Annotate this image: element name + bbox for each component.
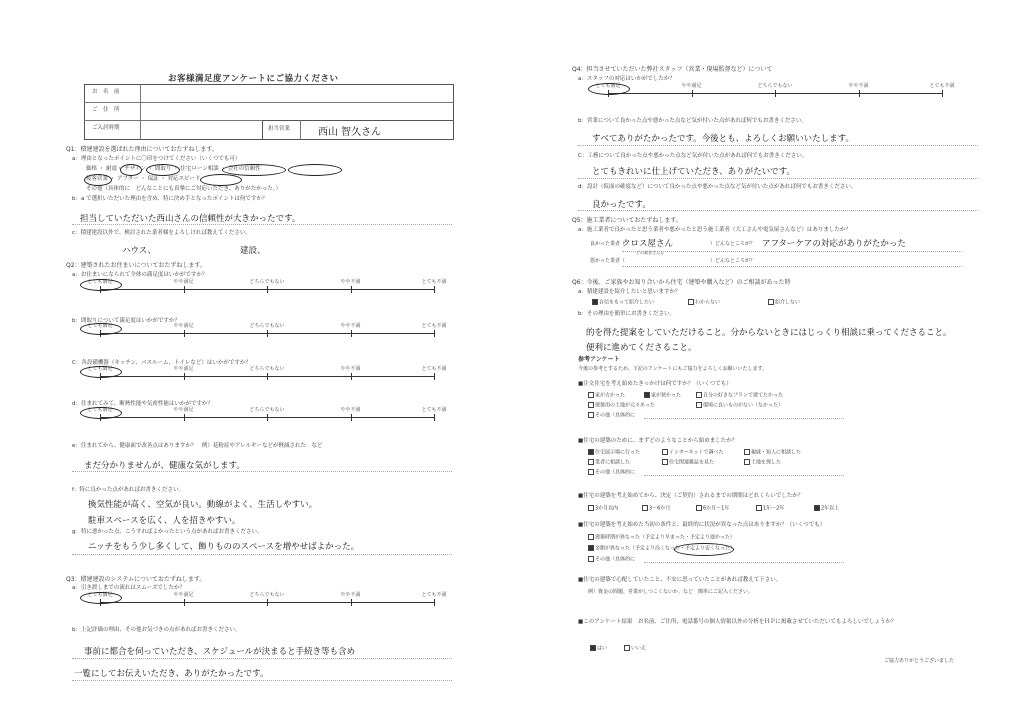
selected-circle (588, 83, 630, 95)
checkbox[interactable] (696, 505, 702, 511)
scale-label: やや不満 (340, 279, 361, 285)
scale-label: とても不満 (421, 366, 447, 372)
q2-e: e：住まれてから、健康面で改善点はありますか？ 例）花粉症やアレルギーなどが軽減された など (72, 443, 323, 449)
scale-label: とても不満 (421, 323, 447, 329)
scale-tick[interactable] (267, 599, 268, 606)
option-label: 家が狭かった (651, 392, 682, 399)
scale-label: どちらでもない (249, 323, 285, 329)
scale-tick[interactable] (267, 286, 268, 293)
checkbox[interactable] (744, 449, 750, 455)
q6-b-answer-1: 的を得た提案をしていただけること。分からないときにはじっくり相談に乗ってくださること。 (586, 328, 952, 338)
option-label: 3か月以内 (595, 505, 619, 512)
rating-scale-q2a (87, 279, 447, 294)
q5-heading: Q5：施工業者についておたずねします。 (572, 217, 682, 224)
scale-label: やや満足 (173, 407, 194, 413)
answer-line (578, 145, 978, 146)
ref-q1-opt4 (588, 402, 655, 410)
ref-q2-opt1 (588, 449, 640, 457)
option-label: その他（具体的に (595, 412, 636, 419)
option-label: はい (597, 645, 608, 652)
scale-label: やや満足 (173, 323, 194, 329)
answer-line (622, 266, 962, 267)
scale-label: とても満足 (87, 592, 113, 598)
selected-circle (146, 164, 180, 176)
checkbox-checked[interactable] (588, 545, 594, 551)
checkbox[interactable] (588, 412, 594, 418)
bad-reason-prefix: ）どんなところが？ (710, 258, 756, 264)
staff-label: 担当営業 (268, 126, 291, 132)
selected-circle (84, 174, 112, 186)
staff-name: 西山 智久さん (318, 127, 382, 138)
rating-scale-q4a (595, 83, 955, 98)
q4-b-answer: すべてありがたかったです。今後とも、よろしくお願いいたします。 (592, 134, 854, 144)
answer-line (578, 178, 978, 179)
selected-circle (80, 407, 122, 419)
good-vendor-label: 良かった業者（ (590, 241, 626, 247)
ref-q1-opt2 (644, 392, 681, 400)
option-label: 6か月〜1年 (703, 505, 730, 512)
ref-q1-opt1 (588, 392, 625, 400)
checkbox[interactable] (588, 556, 594, 562)
q1-c: c：積建建設以外で、検討された業者様をよろしければ教えてください。 (72, 230, 251, 236)
scale-label: やや不満 (340, 407, 361, 413)
q6-a: a：積建建設を紹介したいと思いますか？ (578, 289, 681, 295)
option-label: 建築用の土地が元々あった (595, 402, 655, 409)
q2-g-answer: ニッチをもう少し多くして、飾りもののスペースを増やせばよかった。 (88, 542, 360, 552)
q1-other: その他（具体的に どんなことにも真摯にご対応いただき、ありがたかった。） (86, 186, 282, 192)
scale-tick[interactable] (351, 599, 352, 606)
ref-q6-yes (590, 645, 607, 653)
answer-line (72, 224, 452, 225)
scale-tick[interactable] (942, 90, 943, 97)
checkbox[interactable] (642, 505, 648, 511)
q4-c: C：工務について良かった点や悪かった点など気が付いた点があれば何でもお書きください。 (578, 153, 808, 159)
survey-title: お客様満足度アンケートにご協力ください (168, 74, 339, 84)
q3-b-answer-2: 一覧にしてお伝えいただき、ありがたかったです。 (74, 669, 269, 679)
option-label: 自分の好きなプランで建てたかった (703, 392, 784, 399)
q1-a: a：理由となったポイントに〇印をつけてください（いくつでも可） (72, 156, 241, 162)
right-page (512, 0, 1024, 720)
selected-circle (80, 592, 122, 604)
ref-q3-opt1 (588, 505, 618, 513)
q6-b-answer-2: 便利に進めてくださること。 (586, 343, 697, 353)
scale-tick[interactable] (434, 330, 435, 337)
scale-tick[interactable] (859, 90, 860, 97)
answer-line (72, 471, 452, 472)
scale-label: やや不満 (340, 323, 361, 329)
scale-label: とても不満 (929, 83, 955, 89)
move-in-label: ご入居時期 (92, 125, 120, 131)
q2-e-answer: まだ分かりませんが、健康な気がします。 (84, 461, 245, 471)
scale-label: とても満足 (87, 366, 113, 372)
ref-q2-opt2 (662, 449, 724, 457)
ref-q2-opt5 (662, 459, 714, 467)
answer-line (578, 210, 978, 211)
selected-circle (288, 164, 342, 176)
good-vendor-note: どの業者さんも (636, 250, 664, 255)
scale-tick[interactable] (351, 373, 352, 380)
scale-label: とても満足 (595, 83, 621, 89)
checkbox-checked[interactable] (590, 645, 596, 651)
option-label: インターネットで調べた (669, 449, 724, 456)
scale-label: とても満足 (87, 407, 113, 413)
checkbox[interactable] (588, 469, 594, 475)
q2-g: g：特に悪かった点、こうすればよかったという点があればお書きください。 (72, 529, 263, 535)
checkbox[interactable] (744, 459, 750, 465)
option-label: 予定より早まった (645, 534, 686, 541)
selected-circle (80, 323, 122, 335)
scale-label: どちらでもない (249, 592, 285, 598)
good-vendor-name: クロス屋さん (622, 239, 674, 249)
scale-label: やや不満 (340, 592, 361, 598)
selected-circle (80, 366, 122, 378)
ref-q6: ■このアンケート結果 お名前、ご住所、電話番号の個人情報以外の分析をＨＰに掲載させていただいてもよろしいでしょうか？ (578, 619, 897, 625)
answer-line (644, 475, 844, 476)
scale-label: やや満足 (681, 83, 702, 89)
scale-tick[interactable] (267, 373, 268, 380)
q6-heading: Q6：今後、ご家族やお知り合いから住宅（建築や購入など）のご相談があった時 (572, 279, 791, 286)
scale-tick[interactable] (184, 599, 185, 606)
scale-label: とても不満 (421, 279, 447, 285)
checkbox[interactable] (588, 392, 594, 398)
scale-tick[interactable] (692, 90, 693, 97)
ref-q2: ■住宅の建築のために、まずどのようなことから始めましたか？ (578, 438, 738, 444)
option-label: 住宅展示場に行った (595, 449, 641, 456)
scale-label: とても不満 (421, 592, 447, 598)
scale-tick[interactable] (351, 286, 352, 293)
checkbox[interactable] (688, 299, 694, 305)
scale-label: どちらでもない (757, 83, 793, 89)
answer-line (72, 658, 452, 659)
option-label: 土地を探した (751, 459, 782, 466)
name-label: お 名 前 (92, 89, 120, 95)
scale-label: とても不満 (421, 407, 447, 413)
option-label: 建築時期が異なった（ (595, 534, 646, 541)
good-reason-prefix: ）どんなところが？ (710, 241, 756, 247)
scale-label: とても満足 (87, 279, 113, 285)
answer-line (644, 562, 844, 563)
q6-option-no (768, 299, 800, 307)
ref-q4-row3 (588, 556, 635, 564)
reference-intro: 今後の参考とするため、下記のアンケートにもご協力をよろしくお願いいたします。 (578, 366, 768, 372)
checkbox-checked[interactable] (592, 299, 598, 305)
option-label: 環境に良いものがない（なかった） (703, 402, 784, 409)
option-label: 3〜6か月 (649, 505, 671, 512)
q4-c-answer: とてもきれいに仕上げていただき、ありがたいです。 (592, 167, 795, 177)
ref-q4-row1 (588, 534, 735, 542)
q1-points-row1: 価格 ・ 耐震・ デザイン ・ 間取り ・ 住宅ローン相談 ・ 会社の信頼性 (86, 166, 261, 172)
checkbox[interactable] (588, 402, 594, 408)
q4-b: b：営業について良かった点や悪かった点など気が付いた点があれば何でもお書きください。 (578, 118, 807, 124)
option-label: ・予定より安くなった） (680, 545, 736, 552)
option-label: 自信をもって紹介したい (599, 299, 655, 306)
checkbox[interactable] (624, 645, 630, 651)
form-col-divider (140, 84, 141, 140)
q2-b: b：間取りについて満足度はいかがですか？ (72, 318, 180, 324)
option-label: いいえ (631, 645, 647, 652)
q2-a: a：お住まいになられて全体の満足度はいかがですか？ (72, 272, 208, 278)
scale-label: やや満足 (173, 366, 194, 372)
ref-q1-opt5 (696, 402, 783, 410)
scale-label: とても満足 (87, 323, 113, 329)
q3-a: a：引き渡しまでの流れはスムーズでしたか？ (72, 585, 185, 591)
bad-vendor-label: 悪かった業者（ (590, 258, 626, 264)
selected-circle (80, 279, 122, 291)
scale-tick[interactable] (351, 414, 352, 421)
address-label: ご 住 所 (92, 107, 120, 113)
ref-q1-opt3 (696, 392, 783, 400)
option-label: その他（具体的に (595, 469, 636, 476)
scale-tick[interactable] (434, 373, 435, 380)
scale-tick[interactable] (267, 330, 268, 337)
checkbox[interactable] (588, 505, 594, 511)
option-label: その他（具体的に (595, 556, 636, 563)
scale-tick[interactable] (434, 414, 435, 421)
selected-circle (120, 164, 142, 176)
scale-tick[interactable] (184, 414, 185, 421)
scale-tick[interactable] (434, 286, 435, 293)
checkbox[interactable] (696, 392, 702, 398)
q4-d-answer: 良かったです。 (592, 200, 651, 210)
answer-line (622, 251, 962, 252)
selected-circle (200, 174, 242, 186)
scale-tick[interactable] (351, 330, 352, 337)
thanks-note: ご協力ありがとうございました (884, 658, 955, 664)
checkbox[interactable] (696, 402, 702, 408)
option-label: 業者に相談した (595, 459, 631, 466)
scale-label: どちらでもない (249, 279, 285, 285)
ref-q3-opt2 (642, 505, 670, 513)
q6-option-unsure (688, 299, 720, 307)
option-label: ・予定より遅かった） (685, 534, 736, 541)
checkbox[interactable] (588, 459, 594, 465)
option-label: 1年〜2年 (763, 505, 785, 512)
q1-c-answer-2: 建設、 (240, 246, 266, 256)
answer-line (72, 680, 452, 681)
option-label: 親戚・知人に相談した (751, 449, 802, 456)
ref-q1: ■注文住宅を考え始めたきっかけは何ですか？（いくつでも） (578, 381, 732, 387)
q3-b-answer-1: 事前に都合を伺っていただき、スケジュールが決まると手続き等も含め (84, 647, 356, 657)
scale-tick[interactable] (434, 599, 435, 606)
scale-label: どちらでもない (249, 366, 285, 372)
checkbox[interactable] (662, 459, 668, 465)
ref-q5: ■住宅の建築で心配していたこと、不安に思っていたことがあれば教えて下さい。 (578, 577, 782, 583)
scale-tick[interactable] (267, 414, 268, 421)
ref-q2-opt4 (588, 459, 630, 467)
scale-tick[interactable] (184, 373, 185, 380)
option-label: 家が古かった (595, 392, 626, 399)
scale-label: やや満足 (173, 592, 194, 598)
ref-q1-opt6 (588, 412, 635, 420)
q4-heading: Q4：担当させていただいた弊社スタッフ（営業・現場監督など）について (572, 66, 773, 73)
option-label: わからない (695, 299, 721, 306)
scale-tick[interactable] (775, 90, 776, 97)
option-label: 金額が異なった（ (595, 545, 636, 552)
q1-b-answer: 担当していただいた西山さんの信頼性が大きかったです。 (80, 214, 301, 224)
q4-a: a：スタッフの対応はいかがでしたか？ (578, 76, 675, 82)
ref-q5-example: 例）資金の問題、営業がしつこくないか、など 簡単にご記入ください。 (588, 589, 754, 595)
ref-q3: ■住宅の建築を考え始めてから、決定（ご契約）されるまでの期間はどれくらいでしたか？ (578, 493, 804, 499)
q4-d: d：設計（仮面の確度など）について良かった点や悪かった点など気が付いた点があれば何でもお書きください。 (578, 184, 857, 190)
q2-heading: Q2：建築されたお住まいについておたずねします。 (66, 262, 206, 269)
ref-q3-opt5 (814, 505, 839, 513)
q2-d: d：住まれてみて、断熱性能や気密性能はいかがですか？ (72, 401, 213, 407)
checkbox-checked[interactable] (588, 449, 594, 455)
ref-q2-opt3 (744, 449, 801, 457)
checkbox-checked[interactable] (644, 392, 650, 398)
answer-line (644, 418, 844, 419)
q3-b: b：上記評価の理由、その他お気づきの点があればお書きください。 (72, 627, 241, 633)
q2-f-answer-2: 駐車スペースを広く、人を招きやすい。 (88, 516, 241, 526)
scale-tick[interactable] (184, 330, 185, 337)
q2-f-answer-1: 換気性能が高く、空気が良い。動線がよく、生活しやすい。 (88, 500, 318, 510)
q5-a: a：施工業者で良かったと思う業者や悪かったと思う施工業者（大工さんや電気屋さんなど）はありましたか？ (578, 227, 851, 233)
scale-tick[interactable] (184, 286, 185, 293)
q1-c-answer-1: ハウス、 (122, 246, 157, 256)
q6-option-recommend (592, 299, 654, 307)
ref-q3-opt4 (756, 505, 784, 513)
checkbox[interactable] (662, 449, 668, 455)
scale-label: どちらでもない (249, 407, 285, 413)
q2-f: f：特に良かった点があればお書きください。 (72, 487, 184, 493)
q3-heading: Q3：積建建設のシステムについておたずねします。 (66, 576, 206, 583)
rating-scale-q2d (87, 407, 447, 422)
rating-scale-q2b (87, 323, 447, 338)
scale-label: やや不満 (340, 366, 361, 372)
ref-q4: ■住宅の建築を考え始めた当初の条件と、最終的に状況が異なった点はありますか？（いくつでも） (578, 522, 826, 528)
option-label: 予定より高くなった (635, 545, 681, 552)
rating-scale-q2c (87, 366, 447, 381)
ref-q2-opt7 (588, 469, 635, 477)
scale-label: やや不満 (848, 83, 869, 89)
selected-circle (674, 543, 734, 556)
q2-c: C：各設備機器（キッチン、バスルーム、トイレなど）はいかがですか？ (72, 360, 251, 366)
option-label: 2年以上 (821, 505, 840, 512)
checkbox[interactable] (768, 299, 774, 305)
checkbox[interactable] (756, 505, 762, 511)
option-label: 住宅関連雑誌を見た (669, 459, 715, 466)
q1-heading: Q1：積建建設を選ばれた理由についておたずねします。 (66, 146, 218, 153)
answer-line (72, 554, 452, 555)
reference-heading: 参考アンケート (578, 356, 620, 363)
q1-points-row2: 接客営業 ・ アフター ・ 保証 ・ 対応スピード (86, 176, 201, 182)
ref-q6-no (624, 645, 646, 653)
checkbox-checked[interactable] (814, 505, 820, 511)
ref-q2-opt6 (744, 459, 781, 467)
q6-b: b：その理由を簡単にお書きください。 (578, 311, 675, 317)
good-reason: アフターケアの対応がありがたかった (762, 239, 906, 249)
staff-divider (300, 120, 301, 140)
rating-scale-q3a (87, 592, 447, 607)
option-label: 紹介しない (775, 299, 801, 306)
ref-q3-opt3 (696, 505, 729, 513)
scale-label: やや満足 (173, 279, 194, 285)
checkbox[interactable] (588, 534, 594, 540)
q1-b: b：a で選択いただいた理由を含め、特に決め手となったポイントは何ですか？ (72, 196, 268, 202)
